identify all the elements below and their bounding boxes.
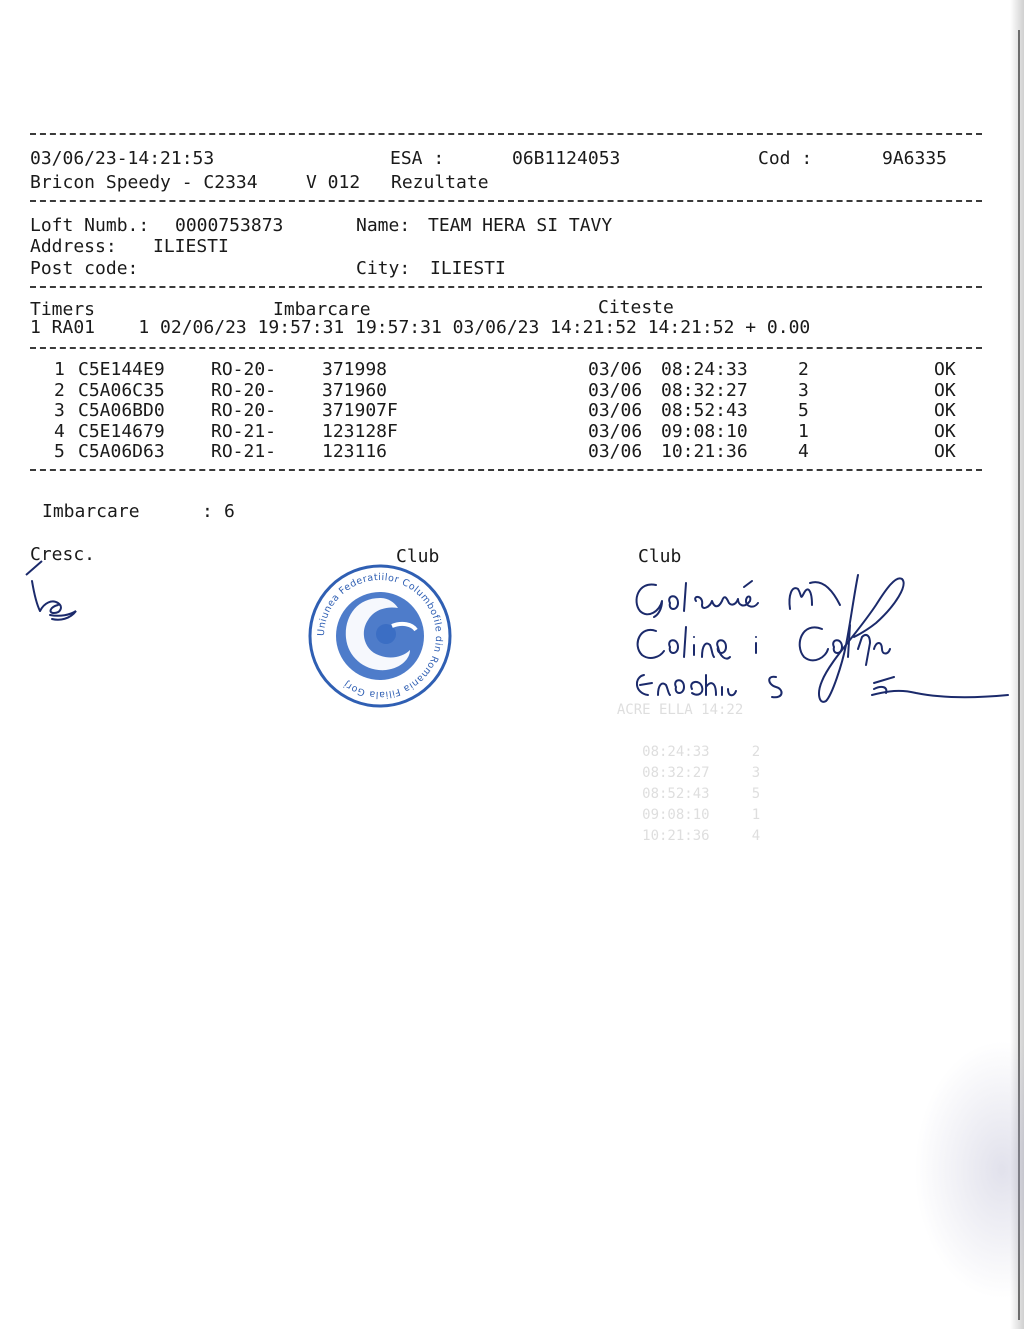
scan-smudge bbox=[914, 1040, 1024, 1300]
result-no: 2 bbox=[54, 379, 65, 401]
result-date: 03/06 bbox=[588, 379, 643, 401]
print-datetime: 03/06/23-14:21:53 bbox=[30, 148, 215, 169]
result-time: 08:32:27 bbox=[661, 379, 748, 401]
result-ring-prefix: RO-21- bbox=[211, 441, 277, 462]
result-status: OK bbox=[934, 441, 956, 462]
result-ring: 123128F bbox=[322, 420, 398, 442]
breeder-label: Cresc. bbox=[30, 544, 96, 565]
owner-name: TEAM HERA SI TAVY bbox=[428, 215, 613, 236]
imbarcare-total-value: 6 bbox=[224, 501, 235, 522]
result-chip: C5E144E9 bbox=[78, 359, 165, 380]
imbarcare-total-label: Imbarcare bbox=[42, 501, 140, 522]
result-ring-prefix: RO-21- bbox=[211, 420, 277, 442]
stamp-text: Uniunea Federatiilor Columbofile din Romania Filiala Gorj bbox=[315, 571, 445, 701]
esa-value: 06B1124053 bbox=[512, 148, 621, 169]
divider bbox=[30, 200, 982, 202]
result-status: OK bbox=[934, 359, 956, 380]
result-date: 03/06 bbox=[588, 441, 643, 462]
result-chip: C5A06D63 bbox=[78, 441, 165, 462]
document-type: Rezultate bbox=[391, 172, 489, 193]
result-ring: 123116 bbox=[322, 441, 388, 462]
result-date: 03/06 bbox=[588, 359, 643, 380]
result-ring-prefix: RO-20- bbox=[211, 400, 277, 421]
timer-row: 1 RA01 1 02/06/23 19:57:31 19:57:31 03/06/23 14:21:52 14:21:52 + 0.00 bbox=[30, 317, 811, 338]
divider bbox=[30, 286, 982, 288]
result-time: 10:21:36 bbox=[661, 441, 748, 462]
divider bbox=[30, 469, 982, 471]
result-ring-prefix: RO-20- bbox=[211, 359, 277, 380]
club-label-stamp: Club bbox=[396, 546, 440, 567]
result-no: 5 bbox=[54, 441, 65, 462]
club-label-signatures: Club bbox=[638, 546, 682, 567]
breeder-signature bbox=[20, 545, 90, 625]
device-name: Bricon Speedy - C2334 bbox=[30, 172, 258, 193]
result-no: 3 bbox=[54, 400, 65, 421]
city-label: City: bbox=[356, 258, 411, 279]
result-ring: 371998 bbox=[322, 359, 388, 380]
result-pos: 2 bbox=[798, 359, 809, 380]
divider bbox=[30, 347, 982, 349]
result-pos: 5 bbox=[798, 400, 809, 421]
result-status: OK bbox=[934, 400, 956, 421]
club-signatures bbox=[626, 565, 1016, 715]
result-date: 03/06 bbox=[588, 400, 643, 421]
result-status: OK bbox=[934, 379, 956, 401]
divider bbox=[30, 133, 982, 135]
city-value: ILIESTI bbox=[430, 258, 506, 279]
result-pos: 4 bbox=[798, 441, 809, 462]
result-date: 03/06 bbox=[588, 420, 643, 442]
result-no: 1 bbox=[54, 359, 65, 380]
result-time: 08:24:33 bbox=[661, 359, 748, 380]
timers-imbarcare-label: Imbarcare bbox=[273, 299, 371, 320]
club-stamp bbox=[306, 562, 454, 710]
result-ring: 371960 bbox=[322, 379, 388, 401]
imbarcare-total-separator: : bbox=[202, 501, 213, 522]
name-label: Name: bbox=[356, 215, 411, 236]
timers-label: Timers bbox=[30, 299, 96, 320]
esa-label: ESA : bbox=[390, 148, 445, 169]
result-time: 09:08:10 bbox=[661, 420, 748, 442]
result-pos: 1 bbox=[798, 420, 809, 442]
result-ring-prefix: RO-20- bbox=[211, 379, 277, 401]
result-ring: 371907F bbox=[322, 400, 398, 421]
loft-number-label: Loft Numb.: bbox=[30, 215, 150, 236]
result-chip: C5E14679 bbox=[78, 420, 165, 442]
result-time: 08:52:43 bbox=[661, 400, 748, 421]
cod-value: 9A6335 bbox=[882, 148, 948, 169]
result-pos: 3 bbox=[798, 379, 809, 401]
result-no: 4 bbox=[54, 420, 65, 442]
address-value: ILIESTI bbox=[153, 236, 229, 257]
result-chip: C5A06C35 bbox=[78, 379, 165, 401]
show-through-text: ACRE ELLA 14:22 08:24:33 2 08:32:27 3 08:52:43 5 09:08:10 1 10:21:36 4 bbox=[616, 702, 761, 844]
loft-number: 0000753873 bbox=[175, 215, 284, 236]
cod-label: Cod : bbox=[758, 148, 813, 169]
timers-citeste-label: Citeste bbox=[598, 297, 674, 318]
result-status: OK bbox=[934, 420, 956, 442]
device-version: V 012 bbox=[306, 172, 361, 193]
post-code-label: Post code: bbox=[30, 258, 139, 279]
result-chip: C5A06BD0 bbox=[78, 400, 165, 421]
address-label: Address: bbox=[30, 236, 117, 257]
